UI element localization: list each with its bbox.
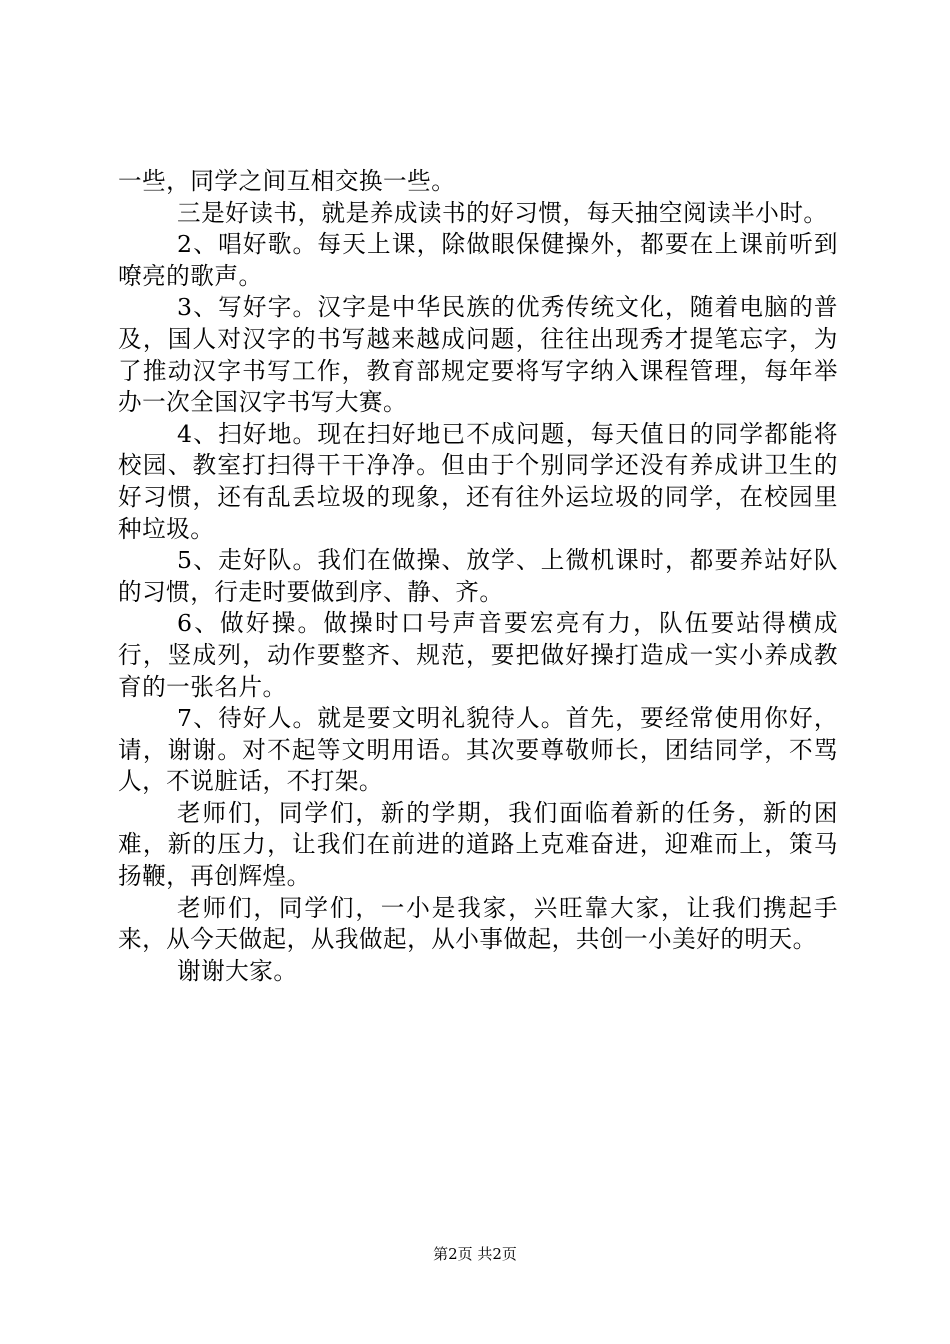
- paragraph-5: 4、扫好地。现在扫好地已不成问题，每天值日的同学都能将校园、教室打扫得干干净净。但由于个别同学还没有养成讲卫生的好习惯，还有乱丢垃圾的现象，还有往外运垃圾的同学，在校园里种垃圾。: [118, 419, 838, 543]
- paragraph-10: 老师们，同学们，一小是我家，兴旺靠大家，让我们携起手来，从今天做起，从我做起，从小事做起，共创一小美好的明天。: [118, 893, 838, 954]
- paragraph-3: 2、唱好歌。每天上课，除做眼保健操外，都要在上课前听到嘹亮的歌声。: [118, 230, 838, 290]
- paragraph-1: 一些，同学之间互相交换一些。: [118, 167, 456, 195]
- paragraph-9: 老师们，同学们，新的学期，我们面临着新的任务，新的困难，新的压力，让我们在前进的道路上克难奋进，迎难而上，策马扬鞭，再创辉煌。: [118, 798, 838, 891]
- paragraph-4: 3、写好字。汉字是中华民族的优秀传统文化，随着电脑的普及，国人对汉字的书写越来越成问题，往往出现秀才提笔忘字，为了推动汉字书写工作，教育部规定要将写字纳入课程管理，每年举办一次全国汉字书写大赛。: [118, 293, 838, 417]
- paragraph-2: 三是好读书，就是养成读书的好习惯，每天抽空阅读半小时。: [177, 198, 828, 227]
- paragraph-8: 7、待好人。就是要文明礼貌待人。首先，要经常使用你好，请，谢谢。对不起等文明用语。其次要尊敬师长，团结同学，不骂人，不说脏话，不打架。: [118, 704, 838, 796]
- page-footer: [0, 1244, 950, 1264]
- document-body: [118, 166, 838, 987]
- page-number: 第2页 共2页: [433, 1245, 517, 1263]
- paragraph-7: 6、做好操。做操时口号声音要宏亮有力，队伍要站得横成行，竖成列，动作要整齐、规范，要把做好操打造成一实小养成教育的一张名片。: [118, 609, 838, 701]
- paragraph-6: 5、走好队。我们在做操、放学、上微机课时，都要养站好队的习惯，行走时要做到序、静、齐。: [118, 546, 838, 606]
- paragraph-11: 谢谢大家。: [177, 956, 298, 985]
